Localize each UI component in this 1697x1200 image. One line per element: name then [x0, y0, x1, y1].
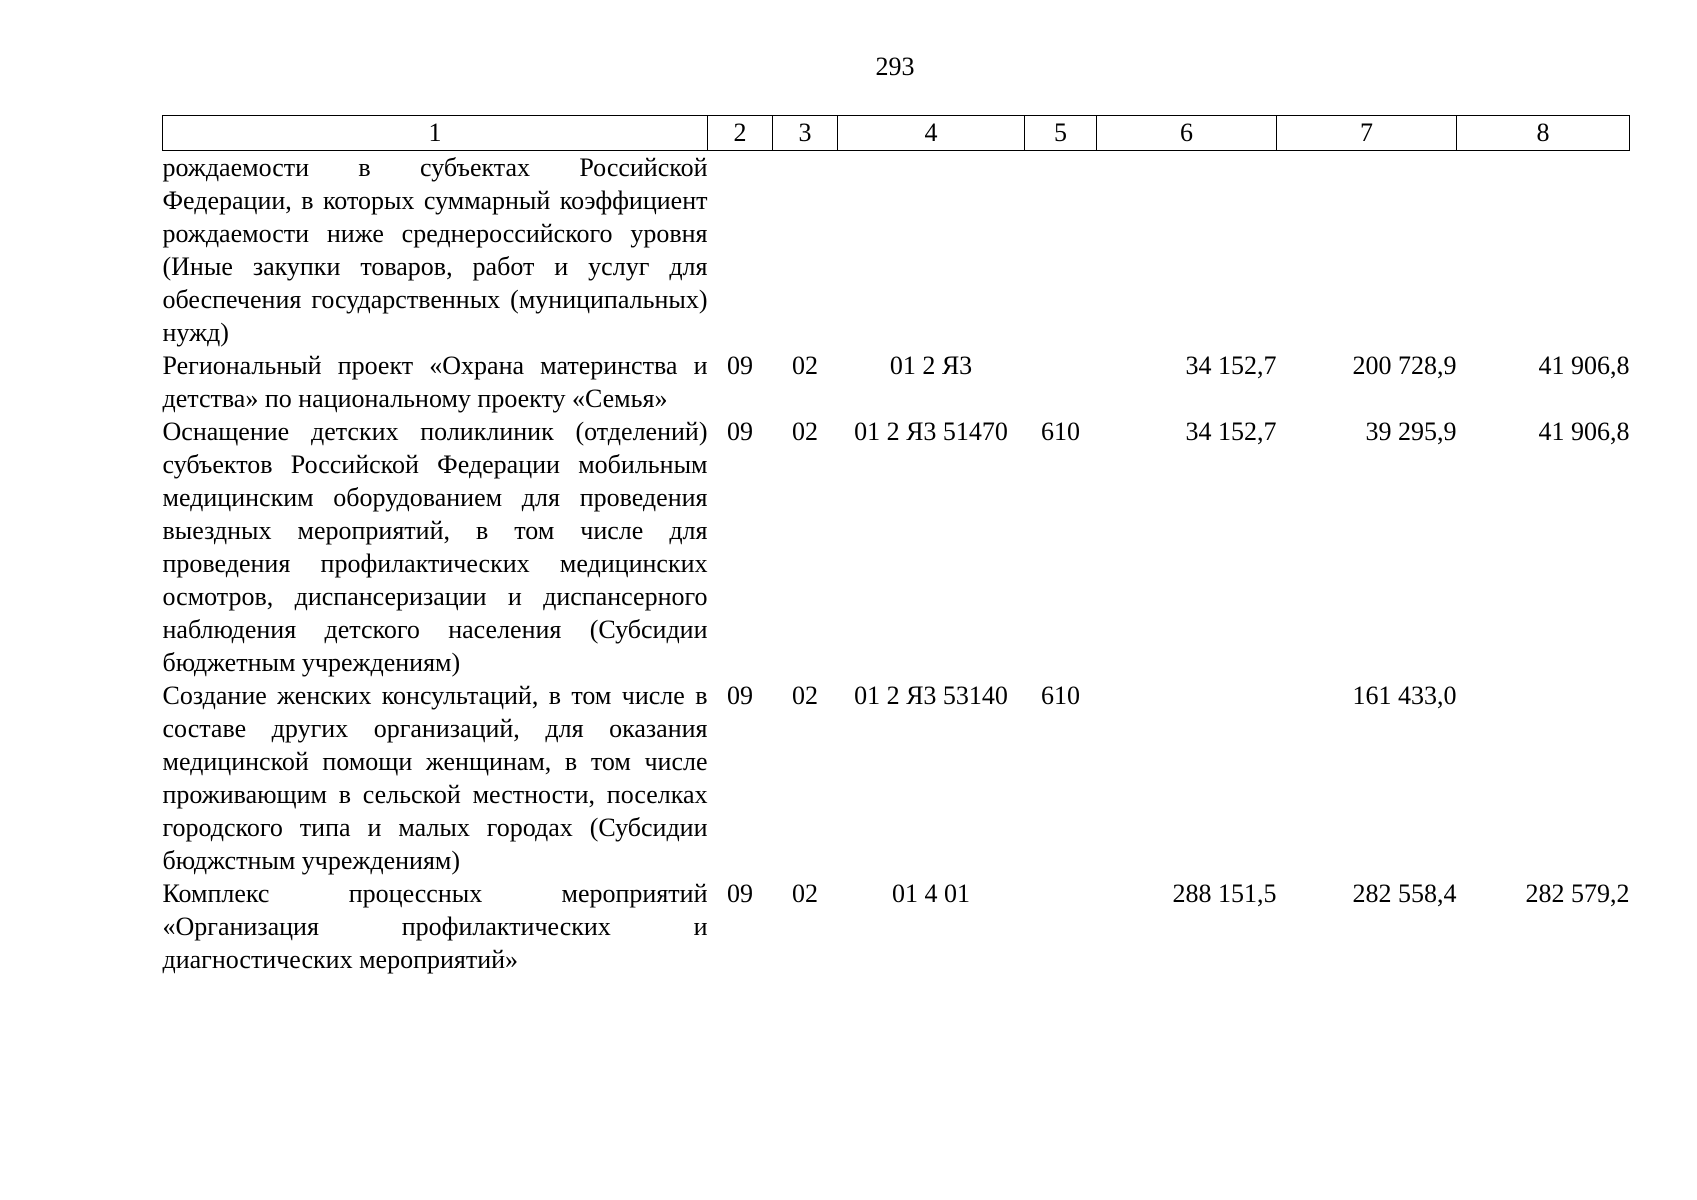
- cell-target-code: 01 4 01: [892, 879, 970, 908]
- cell-amount-8: [1457, 679, 1630, 877]
- column-header: 1: [163, 116, 708, 151]
- cell-expense-type: 610: [1041, 417, 1080, 446]
- row-description: Комплекс процессных мероприятий «Организация профилактических и диагностических мероприятий»: [162, 879, 708, 974]
- cell-section: 09: [727, 879, 753, 908]
- table-row: [163, 877, 1630, 976]
- cell-section: [708, 151, 773, 350]
- table-row: [163, 679, 1630, 877]
- cell-amount-8: 41 906,8: [1538, 417, 1630, 446]
- table-header-row: [163, 116, 1630, 151]
- cell-target-code: 01 2 Я3 51470: [854, 417, 1008, 446]
- cell-section: 09: [727, 417, 753, 446]
- cell-subsection: 02: [792, 417, 818, 446]
- cell-target-code: [838, 151, 1025, 350]
- cell-amount-7: 161 433,0: [1352, 681, 1457, 710]
- column-header: 5: [1025, 116, 1097, 151]
- cell-amount-7: 39 295,9: [1365, 417, 1457, 446]
- cell-expense-type: [1025, 877, 1097, 976]
- cell-amount-8: 282 579,2: [1525, 879, 1630, 908]
- column-header: 2: [708, 116, 773, 151]
- cell-section: 09: [727, 351, 753, 380]
- column-header: 8: [1457, 116, 1630, 151]
- cell-subsection: [773, 151, 838, 350]
- cell-target-code: 01 2 Я3: [889, 351, 973, 380]
- column-header: 3: [773, 116, 838, 151]
- row-description: рождаемости в субъектах Российской Федерации, в которых суммарный коэффициент рождаемости ниже среднероссийского уровня (Иные закупки товаров, работ и услуг для обеспечения государственных (муниципальных) нужд): [162, 153, 708, 347]
- column-header: 7: [1277, 116, 1457, 151]
- row-description: Региональный проект «Охрана материнства и детства» по национальному проекту «Семья»: [162, 351, 708, 413]
- cell-amount-7: [1277, 151, 1457, 350]
- budget-table: [162, 115, 1630, 976]
- cell-subsection: 02: [792, 879, 818, 908]
- row-description: Оснащение детских поликлиник (отделений) субъектов Российской Федерации мобильным медицинским оборудованием для проведения выездных мероприятий, в том числе для проведения профилактических медицинских осмотров, диспансеризации и диспансерного наблюдения детского населения (Субсидии бюджетным учреждениям): [162, 417, 708, 677]
- cell-target-code: 01 2 Я3 53140: [854, 681, 1008, 710]
- table-row: [163, 415, 1630, 679]
- cell-amount-7: 282 558,4: [1352, 879, 1457, 908]
- cell-amount-7: 200 728,9: [1352, 351, 1457, 380]
- cell-amount-6: 34 152,7: [1185, 417, 1277, 446]
- cell-subsection: 02: [792, 351, 818, 380]
- cell-amount-6: 288 151,5: [1172, 879, 1277, 908]
- cell-expense-type: [1025, 151, 1097, 350]
- cell-expense-type: 610: [1041, 681, 1080, 710]
- cell-amount-6: [1097, 151, 1277, 350]
- table-row: [163, 151, 1630, 350]
- cell-amount-8: [1457, 151, 1630, 350]
- page-number: 293: [875, 52, 915, 81]
- table-row: [163, 349, 1630, 415]
- cell-subsection: 02: [792, 681, 818, 710]
- column-header: 4: [838, 116, 1025, 151]
- cell-amount-6: 34 152,7: [1185, 351, 1277, 380]
- cell-section: 09: [727, 681, 753, 710]
- cell-amount-8: 41 906,8: [1538, 351, 1630, 380]
- cell-amount-6: [1097, 679, 1277, 877]
- column-header: 6: [1097, 116, 1277, 151]
- cell-expense-type: [1025, 349, 1097, 415]
- row-description: Создание женских консультаций, в том числе в составе других организаций, для оказания медицинской помощи женщинам, в том числе проживающим в сельской местности, поселках городского типа и малых городах (Субсидии бюджстным учреждениям): [162, 681, 708, 875]
